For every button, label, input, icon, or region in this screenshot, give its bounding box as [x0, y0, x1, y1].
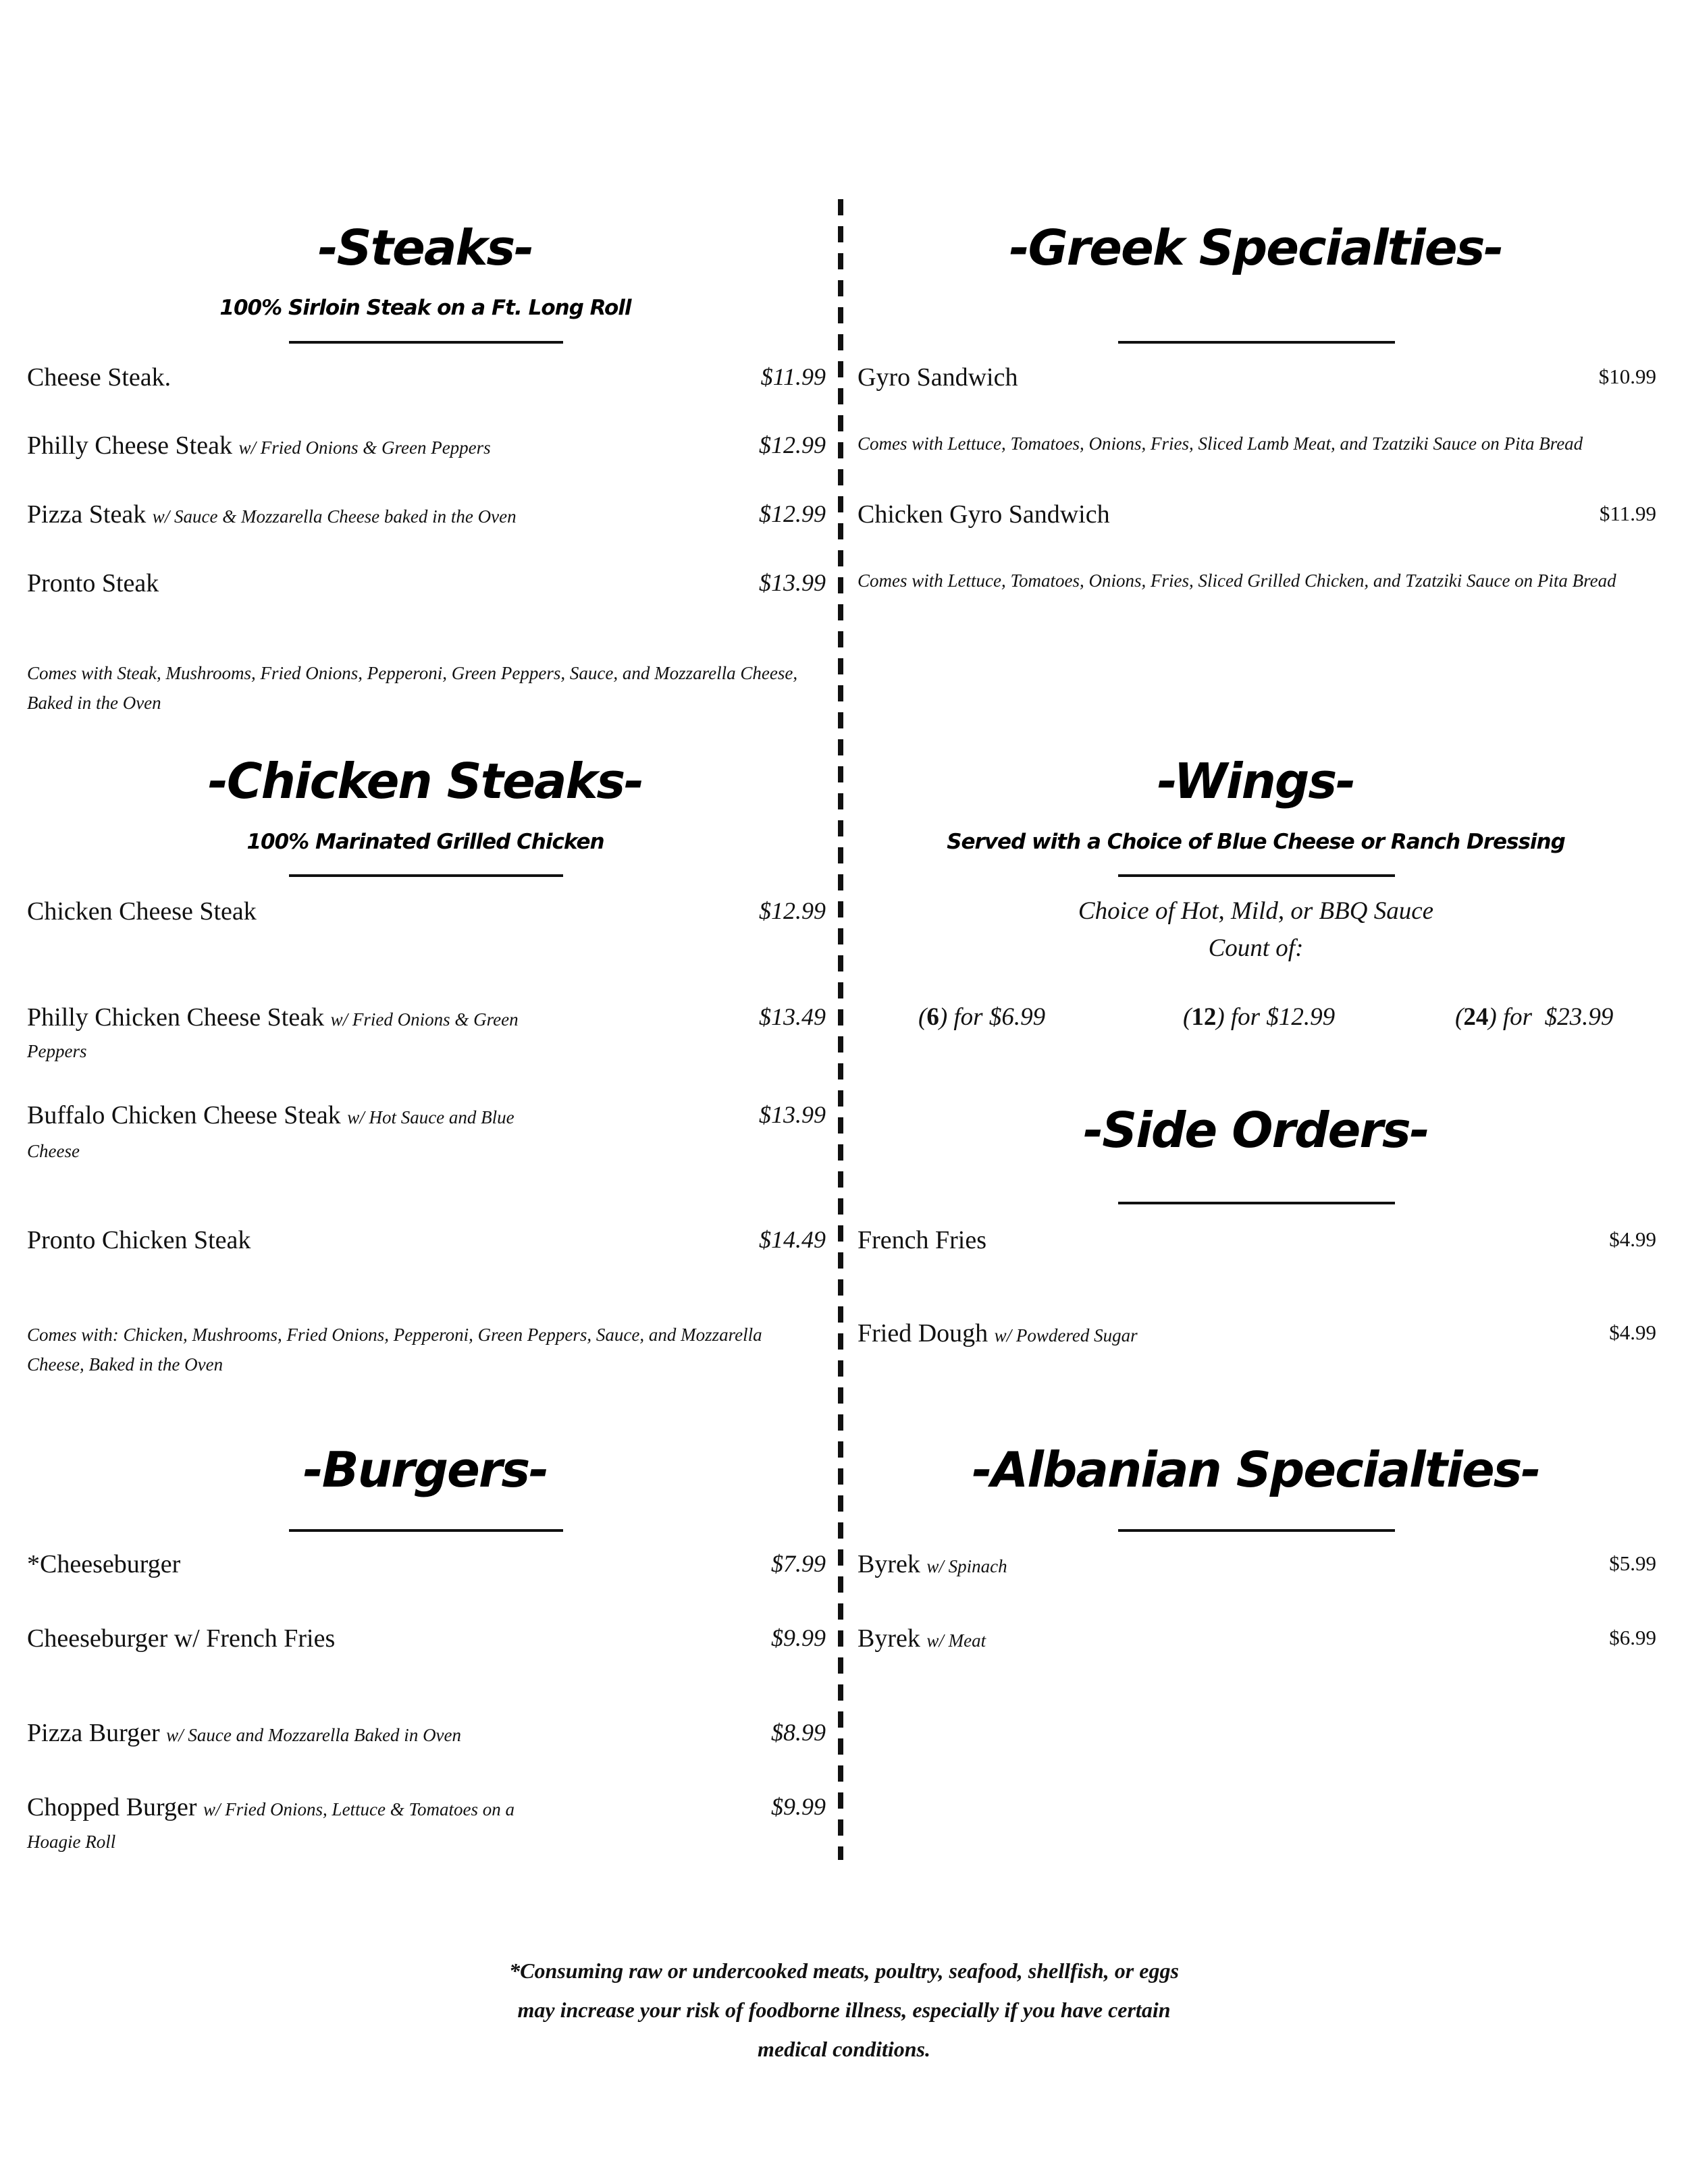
menu-item-price: $11.99	[1599, 502, 1656, 525]
greek-item-note: Comes with Lettuce, Tomatoes, Onions, Fries, Sliced Lamb Meat, and Tzatziki Sauce on Pita Bread	[858, 433, 1583, 454]
sides-rule	[1118, 1202, 1395, 1204]
for-label: for	[1230, 1003, 1261, 1031]
chicken-steaks-rule	[289, 874, 563, 877]
steaks-subheading: 100% Sirloin Steak on a Ft. Long Roll	[219, 296, 631, 320]
chicken-steaks-subheading: 100% Marinated Grilled Chicken	[246, 830, 604, 854]
menu-item-price: $4.99	[1609, 1227, 1656, 1251]
albanian-rule	[1118, 1529, 1395, 1532]
menu-item-name	[858, 1549, 1007, 1579]
item-description: w/ Fried Onions & Green Peppers	[238, 437, 491, 458]
item-description: w/ Powdered Sugar	[994, 1325, 1138, 1346]
albanian-heading: -Albanian Specialties-	[972, 1441, 1540, 1498]
menu-item-price: $12.99	[759, 500, 826, 527]
menu-item-name	[27, 500, 517, 529]
burgers-heading: -Burgers-	[302, 1441, 548, 1498]
menu-item-name	[858, 1319, 1138, 1348]
for-label: for	[953, 1003, 983, 1031]
wings-subheading: Served with a Choice of Blue Cheese or Ranch Dressing	[947, 830, 1565, 854]
menu-item-name	[27, 1003, 519, 1032]
item-description-cont: Peppers	[27, 1041, 87, 1061]
menu-item-name: Chicken Cheese Steak	[27, 897, 257, 926]
item-label: Byrek	[858, 1550, 920, 1578]
item-description: w/ Fried Onions & Green	[330, 1009, 519, 1030]
menu-item-name: Cheeseburger w/ French Fries	[27, 1624, 336, 1653]
wing-count: 6	[926, 1003, 939, 1031]
menu-item-price: $6.99	[1609, 1626, 1656, 1649]
menu-item-price: $9.99	[771, 1624, 826, 1651]
wing-price: $12.99	[1266, 1003, 1336, 1031]
item-description-cont: Cheese	[27, 1141, 80, 1161]
wings-count-line: Count of:	[1208, 934, 1304, 962]
menu-item-price: $8.99	[771, 1719, 826, 1746]
item-label: Fried Dough	[858, 1319, 988, 1348]
menu-item-price: $7.99	[771, 1550, 826, 1577]
menu-item-name	[27, 1100, 515, 1130]
item-label: Pizza Burger	[27, 1719, 160, 1747]
menu-item-price: $11.99	[760, 363, 826, 390]
disclaimer-line: may increase your risk of foodborne illness, especially if you have certain	[517, 1998, 1171, 2022]
menu-item-name: French Fries	[858, 1226, 987, 1254]
wing-price: $6.99	[988, 1003, 1046, 1031]
menu-item-name	[858, 1624, 986, 1653]
menu-item-name: Pronto Chicken Steak	[27, 1226, 251, 1254]
menu-item-price: $13.99	[759, 1101, 826, 1128]
menu-item-price: $13.49	[759, 1003, 826, 1030]
item-label: Buffalo Chicken Cheese Steak	[27, 1101, 341, 1129]
item-description: w/ Sauce and Mozzarella Baked in Oven	[166, 1725, 462, 1745]
item-label: Philly Cheese Steak	[27, 431, 232, 460]
greek-heading: -Greek Specialties-	[1009, 219, 1503, 276]
column-divider	[838, 199, 843, 1860]
chicken-steaks-heading: -Chicken Steaks-	[207, 753, 643, 809]
item-description: w/ Fried Onions, Lettuce & Tomatoes on a	[203, 1799, 515, 1819]
item-label: Pizza Steak	[27, 500, 147, 529]
wings-sauce-line: Choice of Hot, Mild, or BBQ Sauce	[1078, 897, 1434, 925]
food-safety-disclaimer	[439, 1951, 1249, 2069]
menu-item-name: Cheese Steak.	[27, 363, 172, 392]
menu-item-name: Pronto Steak	[27, 569, 159, 597]
sides-heading: -Side Orders-	[1083, 1102, 1429, 1158]
item-description: w/ Hot Sauce and Blue	[347, 1107, 515, 1127]
item-description-cont: Hoagie Roll	[27, 1832, 116, 1852]
wing-option: (24) for $23.99	[1455, 1003, 1614, 1031]
wing-price: $23.99	[1544, 1003, 1614, 1031]
menu-item-price: $13.99	[759, 569, 826, 596]
item-label: Chopped Burger	[27, 1793, 197, 1821]
wing-count: 12	[1191, 1003, 1217, 1031]
item-description: w/ Meat	[926, 1630, 986, 1651]
menu-item-price: $5.99	[1609, 1551, 1656, 1575]
menu-item-price: $14.49	[759, 1226, 826, 1253]
menu-item-price: $10.99	[1598, 365, 1656, 388]
steaks-heading: -Steaks-	[317, 219, 533, 276]
chicken-steaks-note: Comes with: Chicken, Mushrooms, Fried Onions, Pepperoni, Green Peppers, Sauce, and Mozzarella Cheese, Baked in the Oven	[27, 1325, 762, 1375]
wing-option: (6) for $6.99	[918, 1003, 1046, 1031]
menu-item-name: Gyro Sandwich	[858, 363, 1018, 392]
greek-item-note: Comes with Lettuce, Tomatoes, Onions, Fries, Sliced Grilled Chicken, and Tzatziki Sauce on Pita Bread	[858, 570, 1616, 591]
menu-item-name: Chicken Gyro Sandwich	[858, 500, 1110, 529]
steaks-note: Comes with Steak, Mushrooms, Fried Onions, Pepperoni, Green Peppers, Sauce, and Mozzarella Cheese, Baked in the Oven	[27, 663, 798, 713]
burgers-rule	[289, 1529, 563, 1532]
menu-item-price: $12.99	[759, 431, 826, 458]
steaks-rule	[289, 341, 563, 344]
item-label: Byrek	[858, 1624, 920, 1653]
disclaimer-line: *Consuming raw or undercooked meats, poultry, seafood, shellfish, or eggs	[509, 1959, 1179, 1983]
for-label: for	[1502, 1003, 1533, 1031]
item-description: w/ Sauce & Mozzarella Cheese baked in the Oven	[152, 506, 517, 527]
menu-item-name	[27, 431, 491, 460]
wings-heading: -Wings-	[1157, 753, 1355, 809]
wings-rule	[1118, 874, 1395, 877]
menu-item-price: $4.99	[1609, 1321, 1656, 1344]
wing-option: (12) for $12.99	[1183, 1003, 1336, 1031]
menu-item-name	[27, 1718, 461, 1748]
item-label: Philly Chicken Cheese Steak	[27, 1003, 325, 1032]
greek-rule	[1118, 341, 1395, 344]
wing-count: 24	[1463, 1003, 1489, 1031]
menu-item-price: $9.99	[771, 1793, 826, 1820]
disclaimer-line: medical conditions.	[758, 2037, 930, 2061]
menu-item-price: $12.99	[759, 897, 826, 924]
item-description: w/ Spinach	[926, 1556, 1007, 1576]
menu-item-name	[27, 1792, 515, 1822]
menu-item-name: *Cheeseburger	[27, 1550, 181, 1578]
